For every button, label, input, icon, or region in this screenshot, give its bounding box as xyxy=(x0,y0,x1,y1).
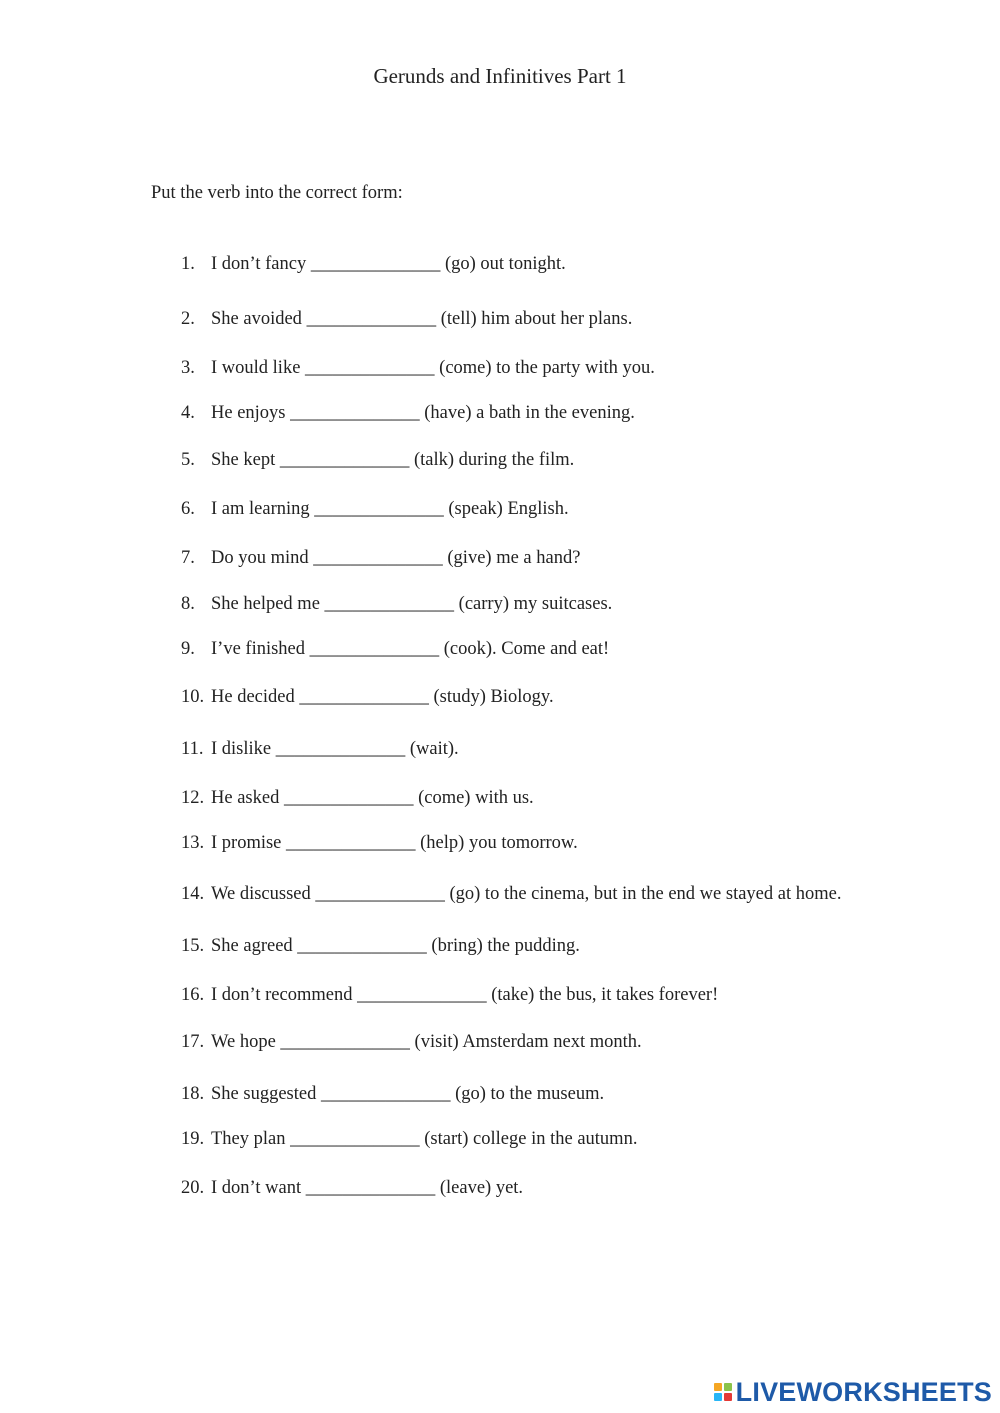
item-number: 17. xyxy=(181,1032,205,1052)
item-text-before: She suggested xyxy=(211,1084,317,1104)
exercise-item xyxy=(181,685,554,709)
logo-square xyxy=(714,1393,722,1401)
exercise-item xyxy=(181,934,580,958)
instruction-text: Put the verb into the correct form: xyxy=(151,183,403,203)
item-text-after: (have) a bath in the evening. xyxy=(424,403,635,423)
item-text-after: (come) to the party with you. xyxy=(439,358,655,378)
exercise-item xyxy=(181,356,655,380)
item-number: 16. xyxy=(181,985,205,1005)
item-number: 18. xyxy=(181,1084,205,1104)
answer-blank[interactable]: ______________ xyxy=(305,1178,436,1198)
item-text-after: (tell) him about her plans. xyxy=(440,309,633,329)
answer-blank[interactable]: ______________ xyxy=(324,594,455,614)
answer-blank[interactable]: ______________ xyxy=(306,309,437,329)
answer-blank[interactable]: ______________ xyxy=(309,639,440,659)
item-text-after: (come) with us. xyxy=(418,788,534,808)
item-text-before: He decided xyxy=(211,687,295,707)
exercise-item xyxy=(181,786,534,810)
item-number: 6. xyxy=(181,499,195,519)
item-text-after: (go) out tonight. xyxy=(444,254,566,274)
item-number: 13. xyxy=(181,833,205,853)
item-number: 15. xyxy=(181,936,205,956)
exercise-item xyxy=(181,1176,523,1200)
item-text-before: I would like xyxy=(211,358,301,378)
exercise-item xyxy=(181,1030,642,1054)
answer-blank[interactable]: ______________ xyxy=(286,833,416,853)
liveworksheets-logo[interactable] xyxy=(714,1377,992,1407)
item-number: 9. xyxy=(181,639,195,659)
item-number: 4. xyxy=(181,403,195,423)
logo-text: LIVEWORKSHEETS xyxy=(735,1376,992,1407)
item-text-before: I’ve finished xyxy=(211,639,306,659)
item-text-after: (wait). xyxy=(409,739,459,759)
exercise-item xyxy=(181,1127,637,1151)
item-text-before: I am learning xyxy=(211,499,310,519)
answer-blank[interactable]: ______________ xyxy=(305,358,435,378)
item-text-after: (speak) English. xyxy=(448,499,569,519)
answer-blank[interactable]: ______________ xyxy=(320,1084,451,1104)
item-number: 10. xyxy=(181,687,205,707)
exercise-item xyxy=(181,1082,604,1106)
item-text-after: (take) the bus, it takes forever! xyxy=(491,985,719,1005)
answer-blank[interactable]: ______________ xyxy=(310,254,441,274)
answer-blank[interactable]: ______________ xyxy=(314,499,444,519)
item-text-before: Do you mind xyxy=(211,548,309,568)
answer-blank[interactable]: ______________ xyxy=(279,450,410,470)
answer-blank[interactable]: ______________ xyxy=(280,1032,410,1052)
item-number: 8. xyxy=(181,594,195,614)
item-text-before: We discussed xyxy=(211,884,311,904)
item-text-after: (leave) yet. xyxy=(439,1178,524,1198)
item-text-after: (talk) during the film. xyxy=(413,450,575,470)
item-number: 3. xyxy=(181,358,195,378)
exercise-item xyxy=(181,252,566,276)
exercise-item xyxy=(181,983,718,1007)
exercise-item xyxy=(181,497,569,521)
answer-blank[interactable]: ______________ xyxy=(283,788,414,808)
item-number: 11. xyxy=(181,739,204,759)
logo-square xyxy=(724,1383,732,1391)
item-number: 1. xyxy=(181,254,195,274)
logo-square xyxy=(714,1383,722,1391)
exercise-item xyxy=(181,882,841,906)
exercise-item xyxy=(181,448,574,472)
exercise-item xyxy=(181,637,609,661)
item-number: 14. xyxy=(181,884,205,904)
item-text-after: (start) college in the autumn. xyxy=(424,1129,638,1149)
exercise-item xyxy=(181,401,635,425)
answer-blank[interactable]: ______________ xyxy=(315,884,445,904)
item-number: 7. xyxy=(181,548,195,568)
item-text-after: (help) you tomorrow. xyxy=(420,833,578,853)
item-text-before: They plan xyxy=(211,1129,286,1149)
item-text-after: (give) me a hand? xyxy=(447,548,581,568)
item-text-before: We hope xyxy=(211,1032,276,1052)
answer-blank[interactable]: ______________ xyxy=(290,403,420,423)
item-text-before: He enjoys xyxy=(211,403,286,423)
item-text-after: (carry) my suitcases. xyxy=(458,594,613,614)
item-text-before: I don’t fancy xyxy=(211,254,307,274)
answer-blank[interactable]: ______________ xyxy=(297,936,427,956)
item-text-before: I don’t recommend xyxy=(211,985,353,1005)
item-text-after: (visit) Amsterdam next month. xyxy=(414,1032,642,1052)
item-text-before: She kept xyxy=(211,450,276,470)
item-text-after: (go) to the museum. xyxy=(455,1084,605,1104)
item-text-after: (study) Biology. xyxy=(433,687,554,707)
answer-blank[interactable]: ______________ xyxy=(275,739,406,759)
item-number: 20. xyxy=(181,1178,205,1198)
item-text-after: (cook). Come and eat! xyxy=(443,639,610,659)
item-text-after: (bring) the pudding. xyxy=(431,936,580,956)
item-text-before: She helped me xyxy=(211,594,320,614)
answer-blank[interactable]: ______________ xyxy=(313,548,443,568)
item-text-before: I don’t want xyxy=(211,1178,302,1198)
logo-square xyxy=(724,1393,732,1401)
item-text-before: She avoided xyxy=(211,309,302,329)
item-text-before: I dislike xyxy=(211,739,272,759)
exercise-item xyxy=(181,307,632,331)
answer-blank[interactable]: ______________ xyxy=(299,687,429,707)
exercise-item xyxy=(181,737,459,761)
item-text-before: He asked xyxy=(211,788,280,808)
exercise-item xyxy=(181,592,612,616)
item-text-before: I promise xyxy=(211,833,282,853)
worksheet-title: Gerunds and Infinitives Part 1 xyxy=(373,64,627,88)
answer-blank[interactable]: ______________ xyxy=(290,1129,420,1149)
item-number: 2. xyxy=(181,309,195,329)
item-text-after: (go) to the cinema, but in the end we stayed at home. xyxy=(449,884,842,904)
exercise-item xyxy=(181,546,580,570)
exercise-item xyxy=(181,831,578,855)
liveworksheets-logo-icon xyxy=(714,1383,732,1401)
answer-blank[interactable]: ______________ xyxy=(357,985,487,1005)
item-number: 19. xyxy=(181,1129,205,1149)
item-number: 5. xyxy=(181,450,195,470)
item-number: 12. xyxy=(181,788,205,808)
item-text-before: She agreed xyxy=(211,936,293,956)
